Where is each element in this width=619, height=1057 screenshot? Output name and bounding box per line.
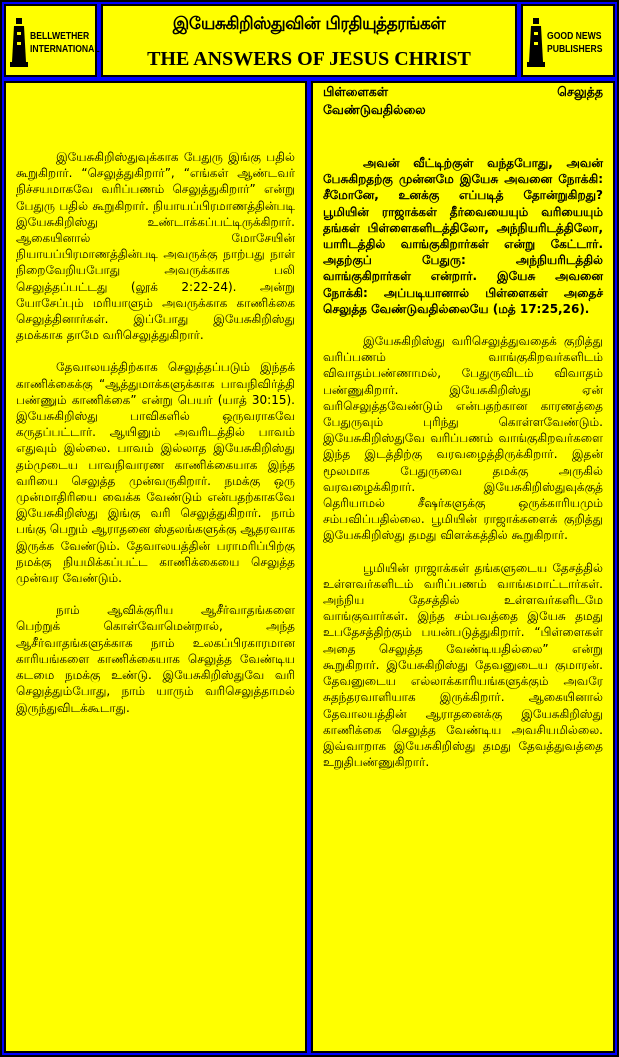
logo-line-1: BELLWETHER: [30, 31, 90, 42]
scripture-paragraph: அவன் வீட்டிற்குள் வந்தபோது, அவன் பேசுகிறதற்கு முன்னமே இயேசு அவனை நோக்கி: சீமோனே, உனக்கு எப்படித் தோன்றுகிறது? பூமியின் ராஜாக்கள் தீர்வையையும் வரியையும் தங்கள் பிள்ளைகளிடத்திலோ, அந்நியரிடத்திலோ, யாரிடத்தில் வாங்குகிறார்கள் என்று கேட்டார். அதற்குப் பேதுரு: அந்நியரிடத்தில் வாங்குகிறார்கள் என்றார். இயேசு அவனை நோக்கி: அப்படியானால் பிள்ளைகள் அதைச் செலுத்த வேண்டுவதில்லையே (மத் 17:25,26).: [323, 156, 603, 316]
left-column-text: [16, 149, 295, 732]
paragraph: பூமியின் ராஜாக்கள் தங்களுடைய தேசத்தில் உள்ளவர்களிடம் வரிப்பணம் வாங்கமாட்டார்கள். அந்நிய தேசத்தில் உள்ளவர்களிடமே வாங்குவார்கள். இந்த சம்பவத்தை இயேசு தமது உபதேசத்திற்கும் பயன்படுத்துகிறார். “பிள்ளைகள் அதை செலுத்த வேண்டியதில்லை” என்று கூறுகிறார். இயேசுகிறிஸ்து தேவனுடைய குமாரன். தேவனுடைய எல்லாக்காரியங்களுக்கும் அவரே சுதந்தரவாளியாக இருக்கிறார். ஆகையினால் தேவாலயத்தின் ஆராதனைக்கு இயேசுகிறிஸ்து காணிக்கை செலுத்த வேண்டிய அவசியமில்லை. இவ்வாறாக இயேசுகிறிஸ்து தமது தேவத்துவத்தை உறுதிபண்ணுகிறார்.: [323, 560, 603, 770]
paragraph: இயேசுகிறிஸ்து வரிசெலுத்துவதைக் குறித்து வரிப்பணம் வாங்குகிறவர்களிடம் விவாதம்பண்ணாமல், பேதுருவிடம் விவாதம் பண்ணுகிறார். இயேசுகிறிஸ்து ஏன் வரிசெலுத்தவேண்டும் என்பதற்கான காரணத்தை பேதுருவும் புரிந்து கொள்ளவேண்டும். இயேசுகிறிஸ்துவே வரிப்பணம் வாங்குகிறவர்களை இந்த இடத்திற்கு வரவழைத்திருக்கிறார். இதன் மூலமாக பேதுருவை தமக்கு அருகில் வரவழைக்கிறார். இயேசுகிறிஸ்துவுக்குத் தெரியாமல் சீஷர்களுக்கு ஒருக்காரியமும் சம்பவிப்பதில்லை. பூமியின் ராஜாக்களைக் குறித்து இயேசுகிறிஸ்து தமது விளக்கத்தில் கூறுகிறார்.: [323, 334, 603, 543]
bellwether-logo: [10, 16, 100, 70]
logo-line-2: INTERNATIONAL: [30, 44, 100, 55]
logo-line-2: PUBLISHERS: [547, 44, 603, 55]
bellwether-logo-box: [4, 4, 100, 77]
heading-word-1: பிள்ளைகள்: [323, 84, 389, 99]
right-column: [311, 81, 615, 1053]
paragraph: நாம் ஆவிக்குரிய ஆசீர்வாதங்களை பெற்றுக் கொள்வோமென்றால், அந்த ஆசீர்வாதங்களுக்காக நாம் உலகப்பிரகாரமான காரியங்களை காணிக்கையாக செலுத்த வேண்டிய கடமை நமக்கு உண்டு. இயேசுகிறிஸ்துவே வரி செலுத்தும்போது, நாம் யாரும் வரிசெலுத்தாமல் இருந்துவிடக்கூடாது.: [16, 603, 295, 715]
right-column-text: [323, 83, 603, 786]
good-news-logo-text: [547, 30, 603, 56]
lighthouse-icon: [10, 16, 28, 68]
heading-word-2: செலுத்த: [557, 84, 603, 99]
title-box: [101, 4, 517, 77]
english-title: THE ANSWERS OF JESUS CHRIST: [147, 48, 471, 70]
good-news-logo: [527, 16, 609, 70]
paragraph: இயேசுகிறிஸ்துவுக்காக பேதுரு இங்கு பதில் கூறுகிறார். “செலுத்துகிறார்”, “எங்கள் ஆண்டவர் நிச்சயமாகவே வரிப்பணம் செலுத்துகிறார்” என்று பேதுரு பதில் கூறுகிறார். நியாயப்பிரமாணத்தின்படி இயேசுகிறிஸ்து உண்டாக்கப்பட்டிருக்கிறார். ஆகையினால் மோசேயின் நியாயப்பிரமாணத்தின்படி அவருக்கு நாற்பது நாள் நிறைவேறியபோது அவருக்காக பலி செலுத்தப்பட்டது (லூக் 2:22-24). அன்று யோசேப்பும் மரியாளும் அவருக்காக காணிக்கை செலுத்தினார்கள். இப்போது இயேசுகிறிஸ்து தமக்காக தாமே வரிசெலுத்துகிறார்.: [16, 150, 295, 343]
bellwether-logo-text: [30, 30, 100, 56]
heading-line-2: வேண்டுவதில்லை: [323, 102, 426, 117]
section-heading: [323, 83, 603, 119]
good-news-logo-box: [521, 4, 615, 77]
left-column: [4, 81, 307, 1053]
logo-line-1: GOOD NEWS: [547, 31, 602, 42]
lighthouse-icon: [527, 16, 545, 68]
paragraph: தேவாலயத்திற்காக செலுத்தப்படும் இந்தக் காணிக்கைக்கு “ஆத்துமாக்களுக்காக பாவநிவிர்த்தி பண்ணும் காணிக்கை” என்று பெயர் (யாத் 30:15). இயேசுகிறிஸ்து பாவிகளில் ஒருவராகவே கருதப்பட்டார். ஆயினும் அவரிடத்தில் பாவம் எதுவும் இல்லை. பாவம் இல்லாத இயேசுகிறிஸ்து தம்முடைய பாவநிவாரண காணிக்கையாக இந்த வரியை செலுத்த முன்வருகிறார். நமக்கு ஒரு முன்மாதிரியை வைக்க வேண்டும் என்பதற்காகவே இயேசுகிறிஸ்து இங்கு வரி செலுத்துகிறார். நாம் பங்கு பெறும் ஆராதனை ஸ்தலங்களுக்கு ஆதரவாக இருக்க வேண்டும். தேவாலயத்தின் பராமரிப்பிற்கு நமக்கு நியமிக்கப்பட்ட காணிக்கையை செலுத்த முன்வர வேண்டும்.: [16, 360, 295, 586]
tamil-title: இயேசுகிறிஸ்துவின் பிரதியுத்தரங்கள்: [172, 14, 446, 34]
